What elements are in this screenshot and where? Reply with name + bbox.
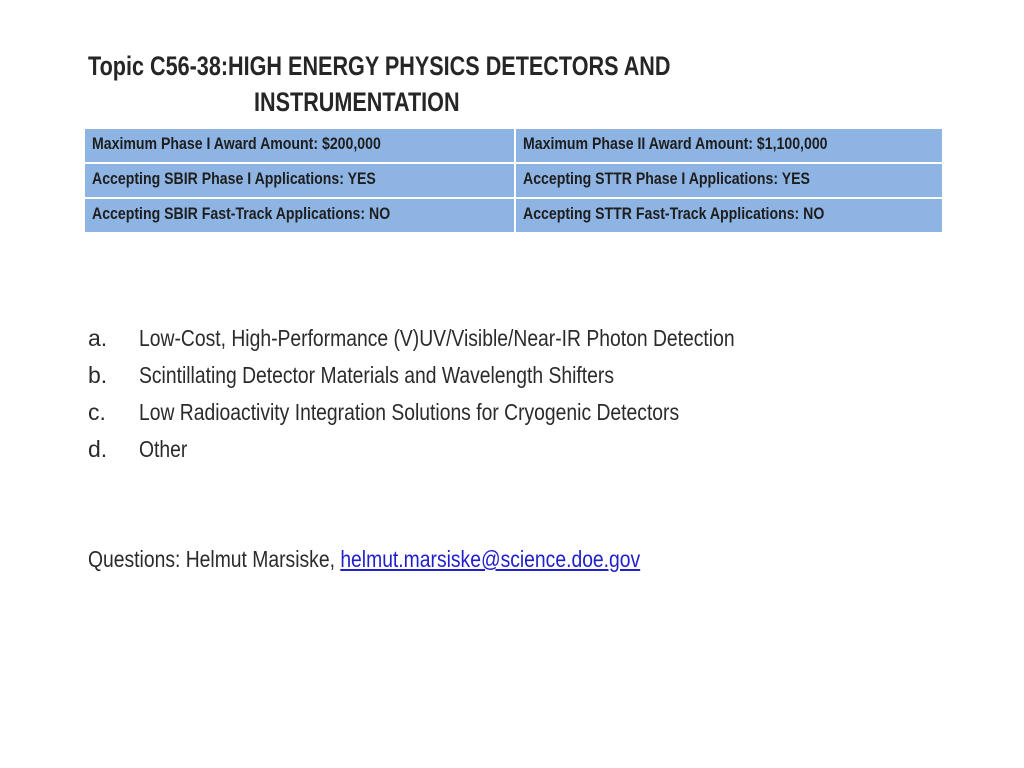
table-cell: Accepting STTR Fast-Track Applications: NO [515,198,942,233]
page-title [88,48,816,120]
title-line-2: INSTRUMENTATION [254,87,460,117]
subtopic-label: Scintillating Detector Materials and Wavelength Shifters [139,362,614,388]
award-info-table [85,129,942,234]
subtopic-label: Low Radioactivity Integration Solutions for Cryogenic Detectors [139,399,680,425]
table-cell: Accepting STTR Phase I Applications: YES [515,163,942,198]
list-marker: b. [88,362,108,388]
list-marker: a. [88,325,108,351]
list-marker: d. [88,436,108,462]
table-cell: Accepting SBIR Fast-Track Applications: NO [85,198,515,233]
title-line-1: Topic C56-38:HIGH ENERGY PHYSICS DETECTORS AND [88,51,671,81]
contact-email-link[interactable]: helmut.marsiske@science.doe.gov [340,546,641,572]
table-cell: Maximum Phase II Award Amount: $1,100,000 [515,129,942,163]
table-row [85,198,942,233]
table-row [85,163,942,198]
questions-contact [88,541,745,578]
table-cell: Maximum Phase I Award Amount: $200,000 [85,129,515,163]
questions-label: Questions: Helmut Marsiske, [88,546,341,572]
subtopic-label: Low-Cost, High-Performance (V)UV/Visible/Near-IR Photon Detection [139,325,735,351]
list-marker: c. [88,399,106,425]
table-cell: Accepting SBIR Phase I Applications: YES [85,163,515,198]
table-row [85,129,942,163]
subtopic-label: Other [139,436,188,462]
